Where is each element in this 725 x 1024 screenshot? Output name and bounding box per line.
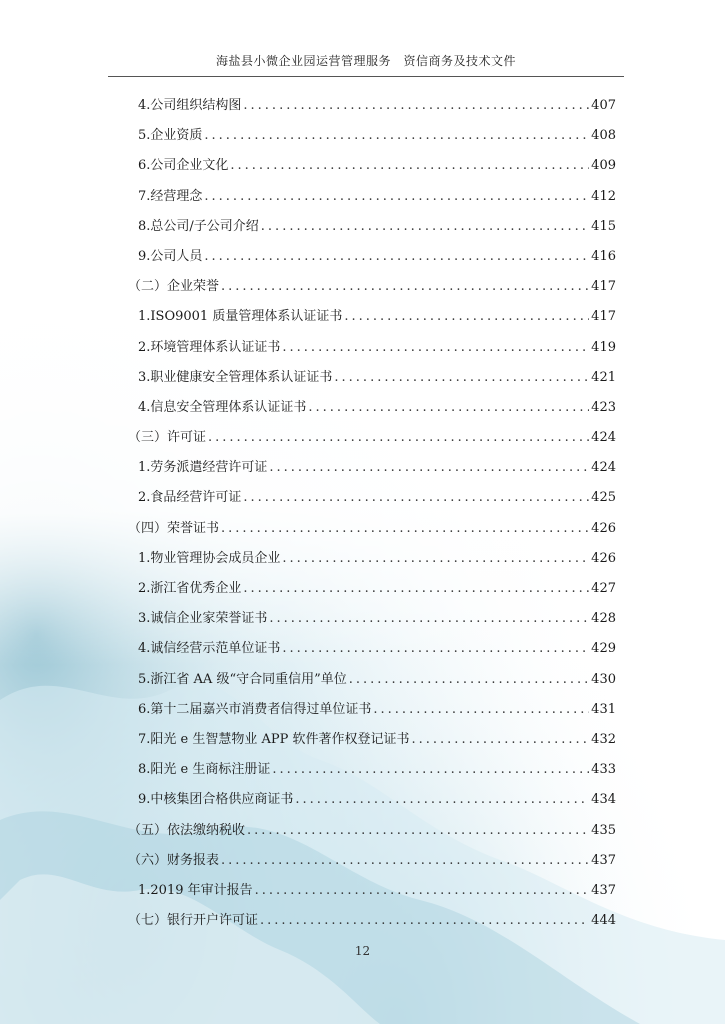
toc-entry-page: 432	[591, 731, 616, 747]
toc-entry[interactable]	[128, 846, 616, 876]
toc-entry[interactable]	[128, 695, 616, 725]
toc-entry[interactable]	[128, 816, 616, 846]
dot-leader	[261, 212, 589, 242]
toc-entry-page: 409	[591, 158, 616, 174]
toc-entry-title: 2.食品经营许可证	[138, 490, 242, 506]
toc-entry-title: 9.中核集团合格供应商证书	[138, 792, 294, 808]
toc-entry-title: 4.诚信经营示范单位证书	[138, 641, 281, 657]
toc-entry-title: 5.浙江省 AA 级“守合同重信用”单位	[138, 671, 347, 687]
toc-entry-title: 1.ISO9001 质量管理体系认证证书	[138, 309, 343, 325]
toc-entry[interactable]	[128, 272, 616, 302]
toc-entry-page: 424	[591, 460, 616, 476]
toc-entry[interactable]	[128, 242, 616, 272]
toc-entry-title: （六）财务报表	[128, 852, 220, 868]
dot-leader	[272, 755, 589, 785]
toc-entry[interactable]	[128, 302, 616, 332]
toc-entry-page: 444	[591, 913, 616, 929]
toc-entry-page: 423	[591, 399, 616, 415]
document-header: 海盐县小微企业园运营管理服务 资信商务及技术文件	[215, 54, 516, 68]
dot-leader	[204, 182, 589, 212]
dot-leader	[243, 483, 589, 513]
toc-entry[interactable]	[128, 453, 616, 483]
toc-entry-title: 7.经营理念	[138, 188, 203, 204]
table-of-contents	[128, 91, 616, 936]
dot-leader	[243, 91, 589, 121]
toc-entry-page: 415	[591, 218, 616, 234]
toc-entry-page: 437	[591, 852, 616, 868]
toc-entry[interactable]	[128, 363, 616, 393]
dot-leader	[208, 423, 589, 453]
toc-entry-title: （五）依法缴纳税收	[128, 822, 246, 838]
toc-entry-title: 2.浙江省优秀企业	[138, 581, 242, 596]
dot-leader	[308, 393, 589, 423]
toc-entry-page: 429	[591, 641, 616, 657]
toc-entry-title: 6.公司企业文化	[138, 158, 229, 174]
dot-leader	[334, 363, 589, 393]
toc-entry-page: 419	[591, 339, 616, 355]
toc-entry-title: 3.诚信企业家荣誉证书	[138, 611, 268, 627]
dot-leader	[282, 544, 589, 574]
toc-entry-title: 1.2019 年审计报告	[138, 882, 253, 898]
dot-leader	[204, 121, 589, 151]
dot-leader	[282, 333, 589, 363]
toc-entry-title: 8.阳光 e 生商标注册证	[138, 762, 271, 778]
toc-entry[interactable]	[128, 755, 616, 785]
toc-entry[interactable]	[128, 725, 616, 755]
toc-entry-title: 4.公司组织结构图	[138, 98, 242, 113]
toc-entry[interactable]	[128, 91, 616, 121]
toc-entry-page: 431	[591, 701, 616, 717]
toc-entry[interactable]	[128, 333, 616, 363]
toc-entry-title: 8.总公司/子公司介绍	[138, 218, 259, 234]
toc-entry-title: 3.职业健康安全管理体系认证证书	[138, 369, 333, 385]
toc-entry[interactable]	[128, 151, 616, 181]
toc-entry-title: 4.信息安全管理体系认证证书	[138, 399, 307, 415]
toc-entry-page: 421	[591, 369, 616, 385]
toc-entry-page: 426	[591, 550, 616, 566]
toc-entry-page: 425	[591, 490, 616, 506]
dot-leader	[295, 785, 589, 815]
toc-entry-page: 412	[591, 188, 616, 204]
toc-entry-page: 424	[591, 430, 616, 446]
toc-entry-title: 1.劳务派遣经营许可证	[138, 460, 268, 476]
dot-leader	[269, 604, 589, 634]
dot-leader	[243, 574, 589, 604]
toc-entry[interactable]	[128, 121, 616, 151]
toc-entry[interactable]	[128, 634, 616, 664]
toc-entry[interactable]	[128, 604, 616, 634]
toc-entry-page: 434	[591, 792, 616, 808]
toc-entry[interactable]	[128, 514, 616, 544]
toc-entry[interactable]	[128, 393, 616, 423]
toc-entry-title: 7.阳光 e 生智慧物业 APP 软件著作权登记证书	[138, 731, 410, 747]
toc-entry-title: （三）许可证	[128, 430, 207, 446]
dot-leader	[344, 302, 589, 332]
toc-entry-title: （七）银行开户许可证	[128, 913, 259, 929]
dot-leader	[255, 876, 590, 906]
toc-entry[interactable]	[128, 574, 616, 604]
toc-entry-page: 408	[591, 128, 616, 144]
page-number: 12	[354, 944, 371, 958]
dot-leader	[373, 695, 589, 725]
dot-leader	[412, 725, 590, 755]
toc-entry-page: 430	[591, 671, 616, 687]
dot-leader	[349, 665, 589, 695]
toc-entry-page: 433	[591, 762, 616, 778]
toc-entry[interactable]	[128, 182, 616, 212]
toc-entry-title: 2.环境管理体系认证证书	[138, 339, 281, 355]
dot-leader	[221, 846, 589, 876]
toc-entry-title: （二）企业荣誉	[128, 279, 220, 295]
toc-entry[interactable]	[128, 906, 616, 936]
toc-entry-page: 426	[591, 520, 616, 536]
toc-entry-title: 6.第十二届嘉兴市消费者信得过单位证书	[138, 701, 372, 717]
toc-entry-page: 435	[591, 822, 616, 838]
toc-entry[interactable]	[128, 212, 616, 242]
toc-entry-page: 416	[591, 248, 616, 264]
toc-entry-title: 9.公司人员	[138, 248, 203, 264]
dot-leader	[269, 453, 589, 483]
toc-entry-title: （四）荣誉证书	[128, 520, 220, 536]
toc-entry-page: 417	[591, 309, 616, 325]
dot-leader	[221, 514, 589, 544]
toc-entry-page: 417	[591, 279, 616, 295]
toc-entry-page: 428	[591, 611, 616, 627]
dot-leader	[247, 816, 589, 846]
dot-leader	[230, 151, 589, 181]
header-divider	[108, 76, 624, 77]
dot-leader	[260, 906, 589, 936]
dot-leader	[204, 242, 589, 272]
toc-entry[interactable]	[128, 785, 616, 815]
toc-entry-page: 437	[591, 882, 616, 898]
toc-entry[interactable]	[128, 483, 616, 513]
toc-entry[interactable]	[128, 876, 616, 906]
toc-entry[interactable]	[128, 544, 616, 574]
toc-entry-page: 407	[591, 98, 616, 113]
toc-entry-page: 427	[591, 581, 616, 596]
dot-leader	[282, 634, 589, 664]
toc-entry[interactable]	[128, 665, 616, 695]
dot-leader	[221, 272, 589, 302]
toc-entry-title: 5.企业资质	[138, 128, 203, 144]
toc-entry[interactable]	[128, 423, 616, 453]
toc-entry-title: 1.物业管理协会成员企业	[138, 550, 281, 566]
